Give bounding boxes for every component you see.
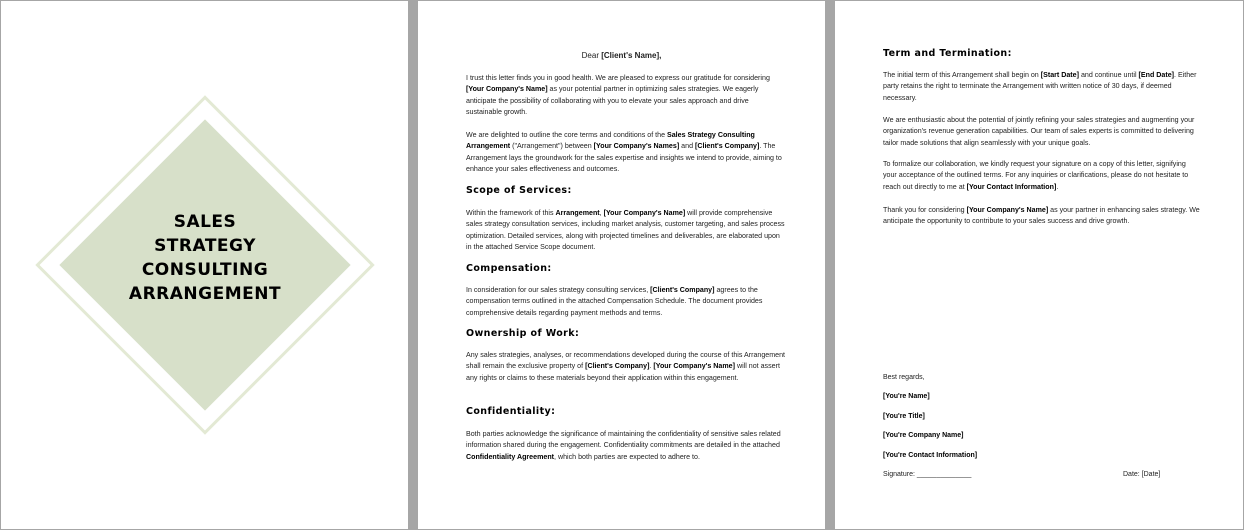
text-run: , which both parties are expected to adhere to. xyxy=(554,452,700,461)
text-run: and continue until xyxy=(1078,71,1139,79)
regards-line: Best regards, xyxy=(883,374,925,381)
your-contact: [You're Contact Information] xyxy=(883,452,978,459)
text-run: Within the framework of this xyxy=(466,209,556,217)
signature-line: Signature: ______________ xyxy=(883,471,972,478)
intro-paragraph-2 xyxy=(466,130,786,175)
letter-page xyxy=(418,1,825,529)
bold-run: [Client's Company] xyxy=(650,286,715,294)
enthusiasm-paragraph xyxy=(883,115,1201,149)
date-line: Date: [Date] xyxy=(1123,471,1161,478)
bold-run: [Your Contact Information] xyxy=(966,182,1057,191)
term-heading: Term and Termination: xyxy=(883,48,1012,59)
text-run: , xyxy=(599,209,604,217)
your-name: [You're Name] xyxy=(883,393,930,400)
text-run: Thank you for considering xyxy=(883,206,967,214)
bold-run: [Start Date] xyxy=(1040,71,1079,79)
text-run: . The Arrangement lays the groundwork for the sales expertise and insights we intend to provide, aiming to enhance your sales effectiveness and outcomes. xyxy=(466,142,782,173)
text-run: will not assert any rights or claims to these materials beyond their application within this engagement. xyxy=(466,362,780,382)
bold-run: [Your Company's Name] xyxy=(653,362,735,371)
text-run: To formalize our collaboration, we kindly request your signature on a copy of this letter, signifying your acceptance of the outlined terms. For any inquiries or clarifications, please do not hesitate to reach out directly to me at xyxy=(883,160,1189,191)
text-run: will provide comprehensive sales strategy consultation services, including market analysis, customer targeting, and sales process optimization. Detailed services, along with projected timelines and deliverables, are elaborated upon in the attached Service Scope document. xyxy=(466,209,785,251)
text-run: In consideration for our sales strategy consulting services, xyxy=(466,286,651,294)
text-run: as your partner in enhancing sales strategy. We anticipate the opportunity to contribute to your sales success and drive growth. xyxy=(883,206,1200,226)
cover-title-line: SALES xyxy=(173,212,237,232)
text-run: The initial term of this Arrangement shall begin on xyxy=(883,71,1041,79)
your-name-line xyxy=(883,393,930,400)
cover-title xyxy=(105,210,305,306)
bold-run: [Client's Company] xyxy=(694,142,760,151)
text-run: . xyxy=(1056,182,1059,191)
cover-page xyxy=(1,1,408,529)
text-run: I trust this letter finds you in good health. We are pleased to express our gratitude for considering xyxy=(466,74,770,82)
your-company-line xyxy=(883,432,964,439)
bold-run: [Your Company's Names] xyxy=(593,142,680,151)
cover-title-line: STRATEGY xyxy=(154,236,256,256)
text-run: Both parties acknowledge the significance of maintaining the confidentiality of sensitive sales related information shared during the engagement. Confidentiality commitments are detailed in the attached xyxy=(466,430,781,450)
formalize-paragraph xyxy=(883,159,1201,193)
greeting-name: [Client's Name], xyxy=(601,51,662,60)
bold-run: [Client's Company] xyxy=(585,362,650,371)
your-contact-line xyxy=(883,452,977,459)
bold-run: Confidentiality Agreement xyxy=(466,452,555,461)
ownership-paragraph xyxy=(466,350,786,384)
bold-run: [Your Company's Name] xyxy=(603,209,686,217)
bold-run: Arrangement xyxy=(555,209,600,217)
confidentiality-paragraph xyxy=(466,429,786,463)
cover-title-line: CONSULTING xyxy=(141,260,269,280)
text-run: and xyxy=(679,142,695,151)
closing-page xyxy=(835,1,1243,529)
bold-run: [End Date] xyxy=(1138,71,1174,79)
text-run: We are enthusiastic about the potential of jointly refining your sales strategies and augmenting your organization's revenue generation capabilities. Our team of sales experts is committed to delivering tailor made solutions that align seamlessly with your unique goals. xyxy=(883,116,1195,147)
greeting-prefix: Dear xyxy=(581,51,602,60)
bold-run: [Your Company's Name] xyxy=(966,206,1049,214)
thanks-paragraph xyxy=(883,205,1201,228)
bold-run: Sales Strategy Consulting Arrangement xyxy=(466,131,755,151)
term-paragraph xyxy=(883,70,1201,104)
bold-run: [Your Company's Name] xyxy=(466,85,548,94)
scope-heading: Scope of Services: xyxy=(466,185,572,196)
greeting xyxy=(418,51,825,60)
intro-paragraph-1 xyxy=(466,73,786,118)
cover-title-line: ARRANGEMENT xyxy=(128,284,282,304)
compensation-paragraph xyxy=(466,285,786,319)
text-run: Any sales strategies, analyses, or recommendations developed during the course of this Arrangement shall remain the exclusive property of xyxy=(466,351,786,371)
your-title: [You're Title] xyxy=(883,413,925,420)
compensation-heading: Compensation: xyxy=(466,263,552,274)
your-title-line xyxy=(883,413,925,420)
text-run: agrees to the compensation terms outlined in the attached Compensation Schedule. The document provides comprehensive details regarding payment methods and terms. xyxy=(466,286,763,317)
scope-paragraph xyxy=(466,208,786,253)
text-run: . xyxy=(649,362,654,371)
confidentiality-heading: Confidentiality: xyxy=(466,406,556,417)
text-run: . Either party retains the right to terminate the Arrangement with written notice of 30 days, if deemed necessary. xyxy=(883,71,1197,102)
your-company: [You're Company Name] xyxy=(883,432,964,439)
ownership-heading: Ownership of Work: xyxy=(466,328,580,339)
text-run: ("Arrangement") between xyxy=(510,142,594,151)
text-run: as your potential partner in optimizing sales strategies. We eagerly anticipate the possibility of collaborating with you to elevate your sales approach and drive sustainable growth. xyxy=(466,85,759,116)
text-run: We are delighted to outline the core terms and conditions of the xyxy=(466,131,667,139)
